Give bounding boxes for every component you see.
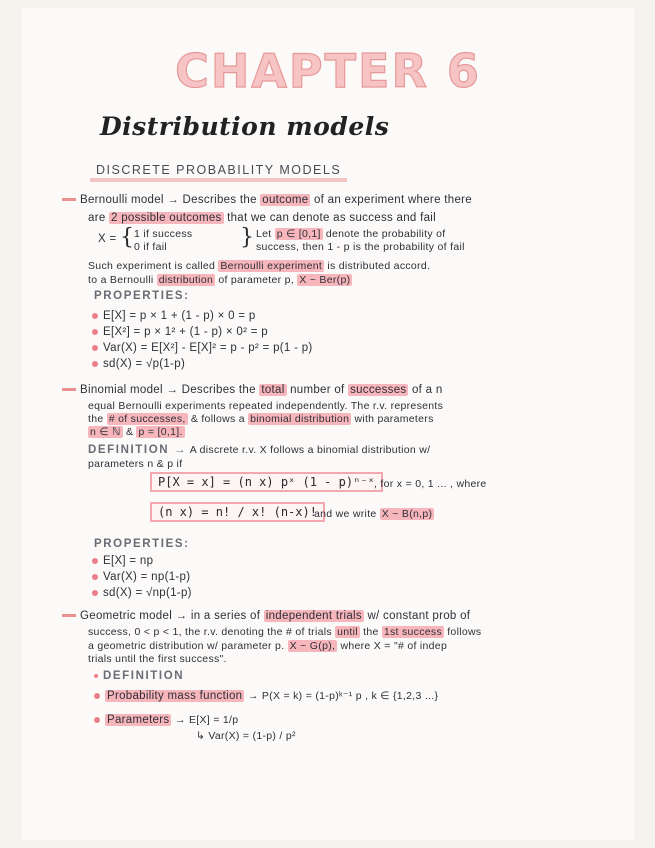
page-subtitle: Distribution models [100,112,390,141]
binomial-property-2: sd(X) = √np(1-p) [92,587,192,599]
bullet-dot [94,717,100,723]
geometric-definition-label: DEFINITION [94,670,184,682]
geometric-line-3: a geometric distribution w/ parameter p. X ~ G(p), where X = "# of indep [88,640,448,652]
binomial-pmf-formula: P[X = x] = (n x) pˣ (1 - p)ⁿ⁻ˣ [150,472,383,492]
binomial-definition-2: parameters n & p if [88,458,183,470]
bullet-dot [94,674,98,678]
bernoulli-case-0: 0 if fail [134,241,168,253]
binomial-definition: DEFINITION → A discrete r.v. X follows a binomial distribution w/ [88,444,431,456]
bernoulli-property-1: E[X²] = p × 1² + (1 - p) × 0² = p [92,326,268,338]
geometric-params-line: Parameters → E[X] = 1/p [94,714,238,726]
geometric-pmf-line: Probability mass function → P(X = k) = (1-p)ᵏ⁻¹ p , k ∈ {1,2,3 ...} [94,690,438,702]
geometric-line-4: trials until the first success". [88,653,227,665]
bernoulli-case-1: 1 if success [134,228,193,240]
binomial-property-0: E[X] = np [92,555,153,567]
bullet-dot [92,590,98,596]
bernoulli-to-line: to a Bernoulli distribution of parameter p, X ~ Ber(p) [88,274,351,286]
bernoulli-case-x: X = [98,233,117,245]
bernoulli-property-0: E[X] = p × 1 + (1 - p) × 0 = p [92,310,256,322]
binomial-pmf-suffix: , for x = 0, 1 ... , where [374,478,487,490]
left-brace: { [120,225,134,250]
bullet-dot [92,329,98,335]
geometric-line-1: Geometric model → in a series of independent trials w/ constant prob of [62,610,470,622]
binomial-coefficient-formula: (n x) = n! / x! (n-x)! [150,502,325,522]
bernoulli-property-2: Var(X) = E[X²] - E[X]² = p - p² = p(1 - p) [92,342,313,354]
bernoulli-let-line: Let p ∈ [0,1] denote the probability of [256,228,446,240]
notebook-page [22,8,634,840]
binomial-line-4: n ∈ ℕ & p = [0,1]. [90,426,183,438]
bullet-dot [92,313,98,319]
bullet-dot [94,693,100,699]
binomial-properties-label: PROPERTIES: [94,538,190,550]
dash-marker [62,614,76,617]
dash-marker [62,388,76,391]
bullet-dot [92,574,98,580]
bernoulli-line-2: are 2 possible outcomes that we can denote as success and fail [88,212,437,224]
bernoulli-properties-label: PROPERTIES: [94,290,190,302]
binomial-line-2: equal Bernoulli experiments repeated independently. The r.v. represents [88,400,444,412]
bullet-dot [92,361,98,367]
bullet-dot [92,558,98,564]
dash-marker [62,198,76,201]
geometric-params-var: ↳ Var(X) = (1-p) / p² [196,730,296,742]
right-brace: } [240,225,254,250]
bernoulli-property-3: sd(X) = √p(1-p) [92,358,185,370]
binomial-write-line: and we write X ~ B(n,p) [314,508,433,520]
bernoulli-let-line-2: success, then 1 - p is the probability of fail [256,241,465,253]
binomial-property-1: Var(X) = np(1-p) [92,571,190,583]
section-title: DISCRETE PROBABILITY MODELS [90,162,347,182]
bullet-dot [92,345,98,351]
bernoulli-such-line: Such experiment is called Bernoulli experiment is distributed accord. [88,260,431,272]
binomial-line-1: Binomial model → Describes the total number of successes of a n [62,384,443,396]
bernoulli-line-1: Bernoulli model → Describes the outcome of an experiment where there [62,194,472,206]
geometric-line-2: success, 0 < p < 1, the r.v. denoting the # of trials until the 1st success follows [88,626,482,638]
chapter-title: CHAPTER 6 [175,44,481,98]
binomial-line-3: the # of successes, & follows a binomial distribution with parameters [88,413,434,425]
